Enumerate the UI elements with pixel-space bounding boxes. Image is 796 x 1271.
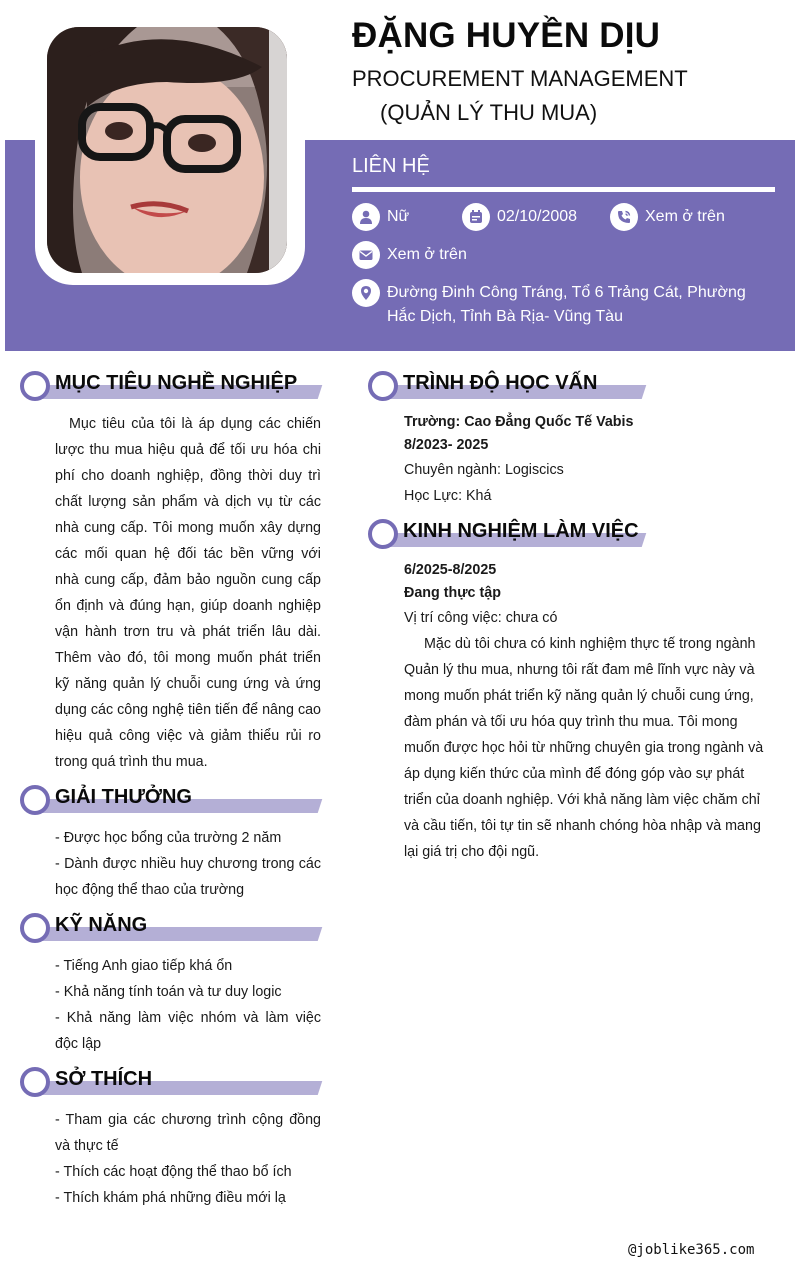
email-value: Xem ở trên bbox=[387, 246, 467, 263]
list-item: - Dành được nhiều huy chương trong các học động thể thao của trường bbox=[55, 856, 321, 898]
gender-value: Nữ bbox=[387, 208, 410, 225]
section-education-header bbox=[368, 371, 650, 405]
education-school: Trường: Cao Đẳng Quốc Tế Vabis bbox=[404, 414, 634, 430]
profile-photo-image bbox=[47, 27, 287, 273]
skills-list bbox=[55, 953, 321, 1057]
calendar-icon bbox=[462, 203, 490, 231]
education-period: 8/2023- 2025 bbox=[404, 437, 489, 453]
education-major: Chuyên ngành: Logiscics bbox=[404, 462, 564, 478]
phone-value: Xem ở trên bbox=[645, 208, 725, 225]
person-icon bbox=[352, 203, 380, 231]
section-ring-icon bbox=[20, 785, 50, 815]
section-ring-icon bbox=[368, 371, 398, 401]
profile-photo bbox=[47, 27, 287, 273]
awards-list bbox=[55, 825, 321, 903]
experience-role: Vị trí công việc: chưa có bbox=[404, 610, 558, 626]
list-item: - Thích các hoạt động thể thao bổ ích bbox=[55, 1164, 292, 1180]
contact-divider bbox=[352, 187, 775, 192]
phone-icon bbox=[610, 203, 638, 231]
objective-text: Mục tiêu của tôi là áp dụng các chiến lược thu mua hiệu quả để tối ưu hóa chi phí cho doanh nghiệp, đồng thời duy trì chất lượng sản phẩm và dịch vụ từ các nhà cung cấp. Tôi mong muốn xây dựng các mối quan hệ đối tác bền vững với nhà cung cấp, đảm bảo nguồn cung cấp ổn định và đúng hạn, giúp doanh nghiệp vận hành trơn tru và phát triển lâu dài. Thêm vào đó, tôi mong muốn phát triển kỹ năng quản lý chuỗi cung ứng và ứng dụng các công nghệ tiên tiến để nâng cao hiệu quả công việc và giảm thiểu rủi ro trong quá trình thu mua. bbox=[55, 416, 321, 770]
experience-period: 6/2025-8/2025 bbox=[404, 562, 497, 578]
section-title: TRÌNH ĐỘ HỌC VẤN bbox=[403, 372, 598, 394]
section-hobbies-header bbox=[20, 1067, 325, 1101]
section-objective-header bbox=[20, 371, 325, 405]
section-ring-icon bbox=[368, 519, 398, 549]
contact-gender bbox=[352, 205, 409, 231]
watermark: @joblike365.com bbox=[628, 1242, 755, 1258]
section-ring-icon bbox=[20, 913, 50, 943]
section-ring-icon bbox=[20, 371, 50, 401]
job-position: PROCUREMENT MANAGEMENT bbox=[352, 66, 688, 91]
experience-details bbox=[404, 559, 768, 865]
section-title: GIẢI THƯỞNG bbox=[55, 786, 192, 808]
contact-phone bbox=[610, 205, 725, 231]
list-item: - Khả năng làm việc nhóm và làm việc độc lập bbox=[55, 1010, 321, 1052]
list-item: - Tiếng Anh giao tiếp khá ổn bbox=[55, 958, 233, 974]
section-experience-header bbox=[368, 519, 650, 553]
list-item: - Tham gia các chương trình cộng đồng và thực tế bbox=[55, 1112, 321, 1154]
section-ring-icon bbox=[20, 1067, 50, 1097]
education-grade: Học Lực: Khá bbox=[404, 488, 492, 504]
contact-birthday bbox=[462, 205, 577, 231]
envelope-icon bbox=[352, 241, 380, 269]
location-pin-icon bbox=[352, 279, 380, 307]
section-title: MỤC TIÊU NGHỀ NGHIỆP bbox=[55, 372, 298, 394]
list-item: - Khả năng tính toán và tư duy logic bbox=[55, 984, 282, 1000]
education-details bbox=[404, 411, 774, 509]
section-title: SỞ THÍCH bbox=[55, 1068, 153, 1090]
section-skills-header bbox=[20, 913, 325, 947]
contact-title: LIÊN HỆ bbox=[352, 155, 430, 177]
candidate-name: ĐẶNG HUYỀN DỊU bbox=[352, 16, 661, 55]
experience-description: Mặc dù tôi chưa có kinh nghiệm thực tế trong ngành Quản lý thu mua, nhưng tôi rất đam mê lĩnh vực này và mong muốn phát triển kỹ năng quản lý chuỗi cung ứng, đàm phán và tối ưu hóa quy trình thu mua. Tôi mong muốn được học hỏi từ những chuyên gia trong ngành và áp dụng kiến thức của mình để đóng góp vào sự phát triển của doanh nghiệp. Với khả năng làm việc chăm chỉ và cầu tiến, tôi tự tin sẽ nhanh chóng hòa nhập và mang lại giá trị cho đội ngũ. bbox=[404, 636, 764, 860]
contact-email bbox=[352, 243, 467, 269]
experience-status: Đang thực tập bbox=[404, 585, 501, 601]
contact-address bbox=[352, 281, 775, 329]
list-item: - Được học bổng của trường 2 năm bbox=[55, 830, 282, 846]
section-title: KỸ NĂNG bbox=[55, 914, 148, 936]
address-value: Đường Đinh Công Tráng, Tổ 6 Trảng Cát, Phường Hắc Dịch, Tỉnh Bà Rịa- Vũng Tàu bbox=[387, 284, 746, 325]
list-item: - Thích khám phá những điều mới lạ bbox=[55, 1190, 286, 1206]
section-title: KINH NGHIỆM LÀM VIỆC bbox=[403, 520, 639, 542]
section-awards-header bbox=[20, 785, 325, 819]
birthday-value: 02/10/2008 bbox=[497, 208, 578, 225]
hobbies-list bbox=[55, 1107, 321, 1211]
job-position-vn: (QUẢN LÝ THU MUA) bbox=[380, 100, 598, 125]
